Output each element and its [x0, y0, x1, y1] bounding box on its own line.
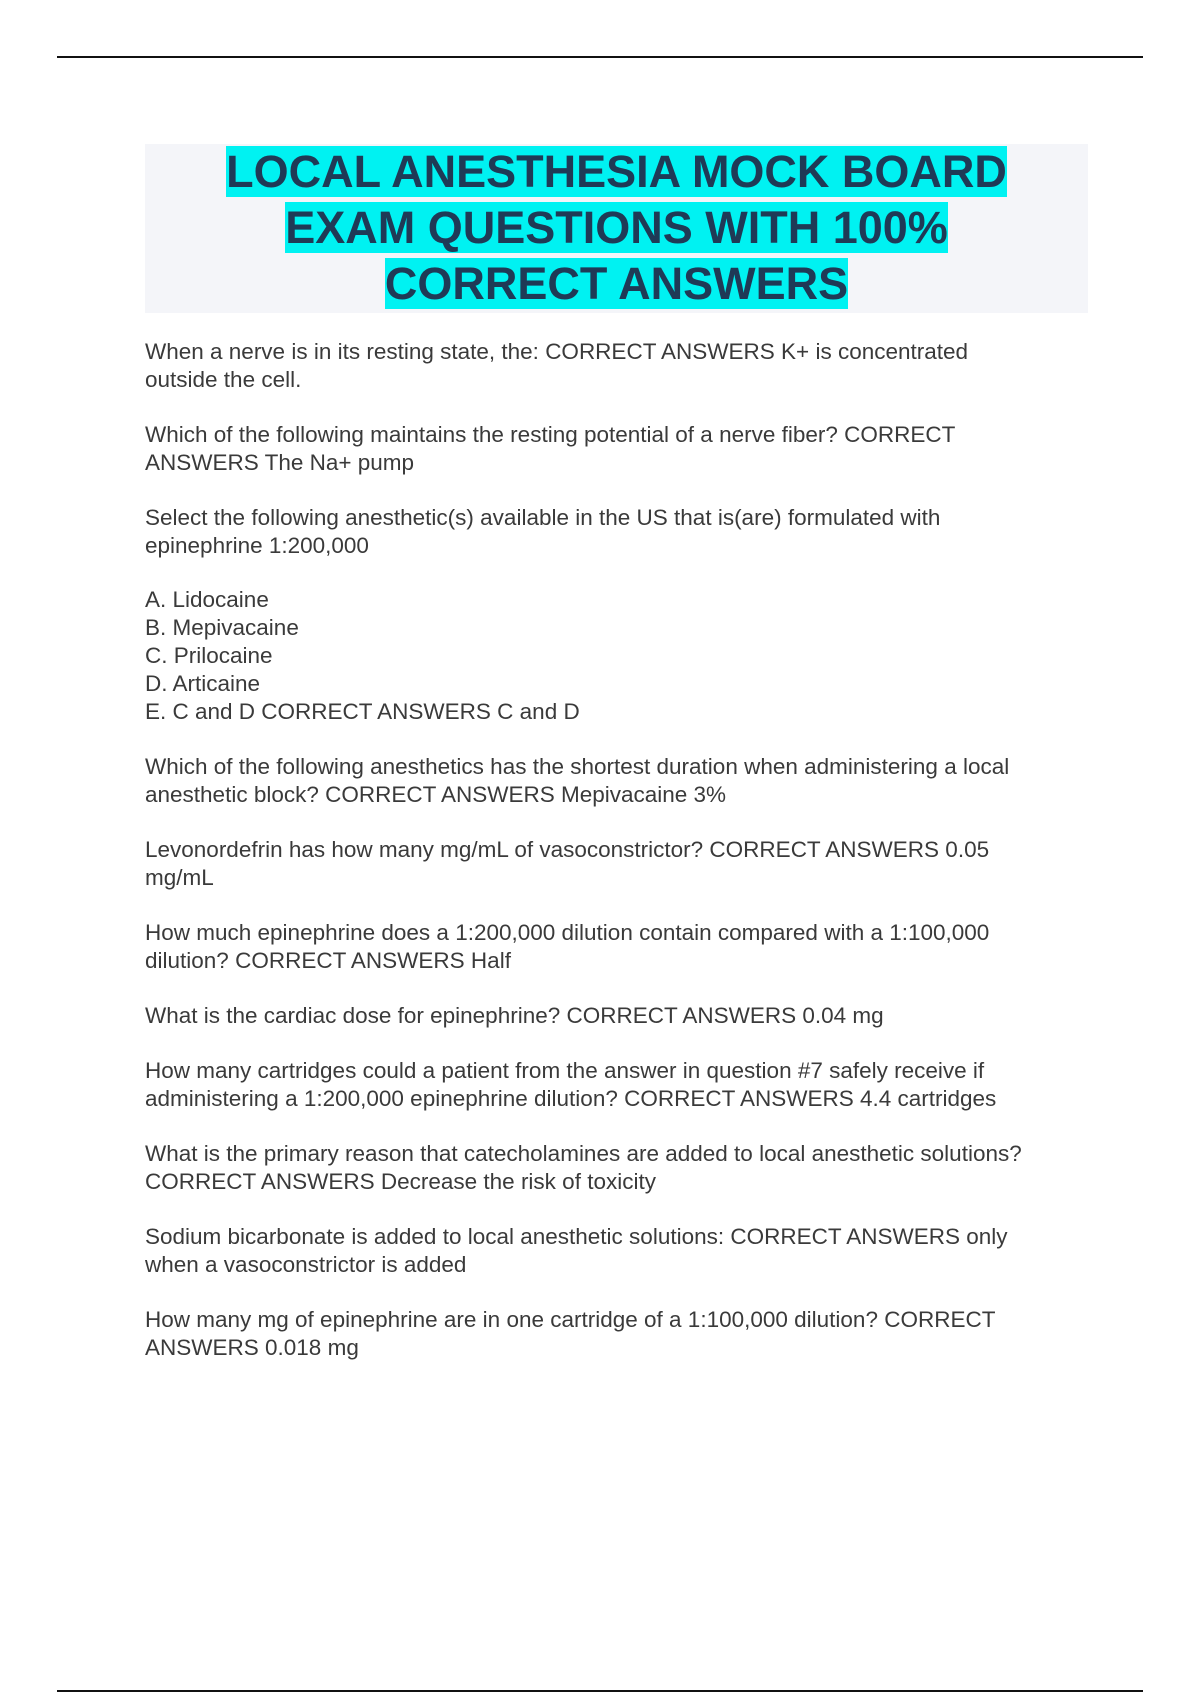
top-rule — [57, 56, 1143, 58]
title-line-3: CORRECT ANSWERS — [384, 258, 849, 309]
question-item: Levonordefrin has how many mg/mL of vasoconstrictor? CORRECT ANSWERS 0.05 mg/mL — [145, 837, 990, 890]
option-e: E. C and D CORRECT ANSWERS C and D — [145, 699, 580, 724]
option-c: C. Prilocaine — [145, 643, 273, 668]
answer-options — [145, 586, 1095, 726]
question-list — [145, 338, 1095, 1389]
title-line-1: LOCAL ANESTHESIA MOCK BOARD — [226, 146, 1007, 197]
question-item: What is the primary reason that catecholamines are added to local anesthetic solutions? CORRECT ANSWERS Decrease the risk of toxicity — [145, 1141, 1022, 1194]
question-item: How many cartridges could a patient from the answer in question #7 safely receive if administering a 1:200,000 epinephrine dilution? CORRECT ANSWERS 4.4 cartridges — [145, 1058, 997, 1111]
bottom-rule — [57, 1690, 1143, 1692]
question-item: When a nerve is in its resting state, the: CORRECT ANSWERS K+ is concentrated outside the cell. — [145, 339, 969, 392]
page-title — [145, 144, 1088, 312]
question-item: Which of the following anesthetics has the shortest duration when administering a local anesthetic block? CORRECT ANSWERS Mepivacaine 3% — [145, 754, 1010, 807]
question-item: Which of the following maintains the resting potential of a nerve fiber? CORRECT ANSWERS The Na+ pump — [145, 422, 956, 475]
option-d: D. Articaine — [145, 671, 261, 696]
question-item: Select the following anesthetic(s) available in the US that is(are) formulated with epinephrine 1:200,000 — [145, 505, 941, 558]
title-line-2: EXAM QUESTIONS WITH 100% — [285, 202, 948, 253]
question-item: How many mg of epinephrine are in one cartridge of a 1:100,000 dilution? CORRECT ANSWERS 0.018 mg — [145, 1307, 996, 1360]
question-item: How much epinephrine does a 1:200,000 dilution contain compared with a 1:100,000 dilution? CORRECT ANSWERS Half — [145, 920, 990, 973]
title-block — [145, 144, 1088, 313]
question-item: What is the cardiac dose for epinephrine? CORRECT ANSWERS 0.04 mg — [145, 1003, 884, 1028]
question-item: Sodium bicarbonate is added to local anesthetic solutions: CORRECT ANSWERS only when a vasoconstrictor is added — [145, 1224, 1008, 1277]
option-b: B. Mepivacaine — [145, 615, 299, 640]
option-a: A. Lidocaine — [145, 587, 269, 612]
